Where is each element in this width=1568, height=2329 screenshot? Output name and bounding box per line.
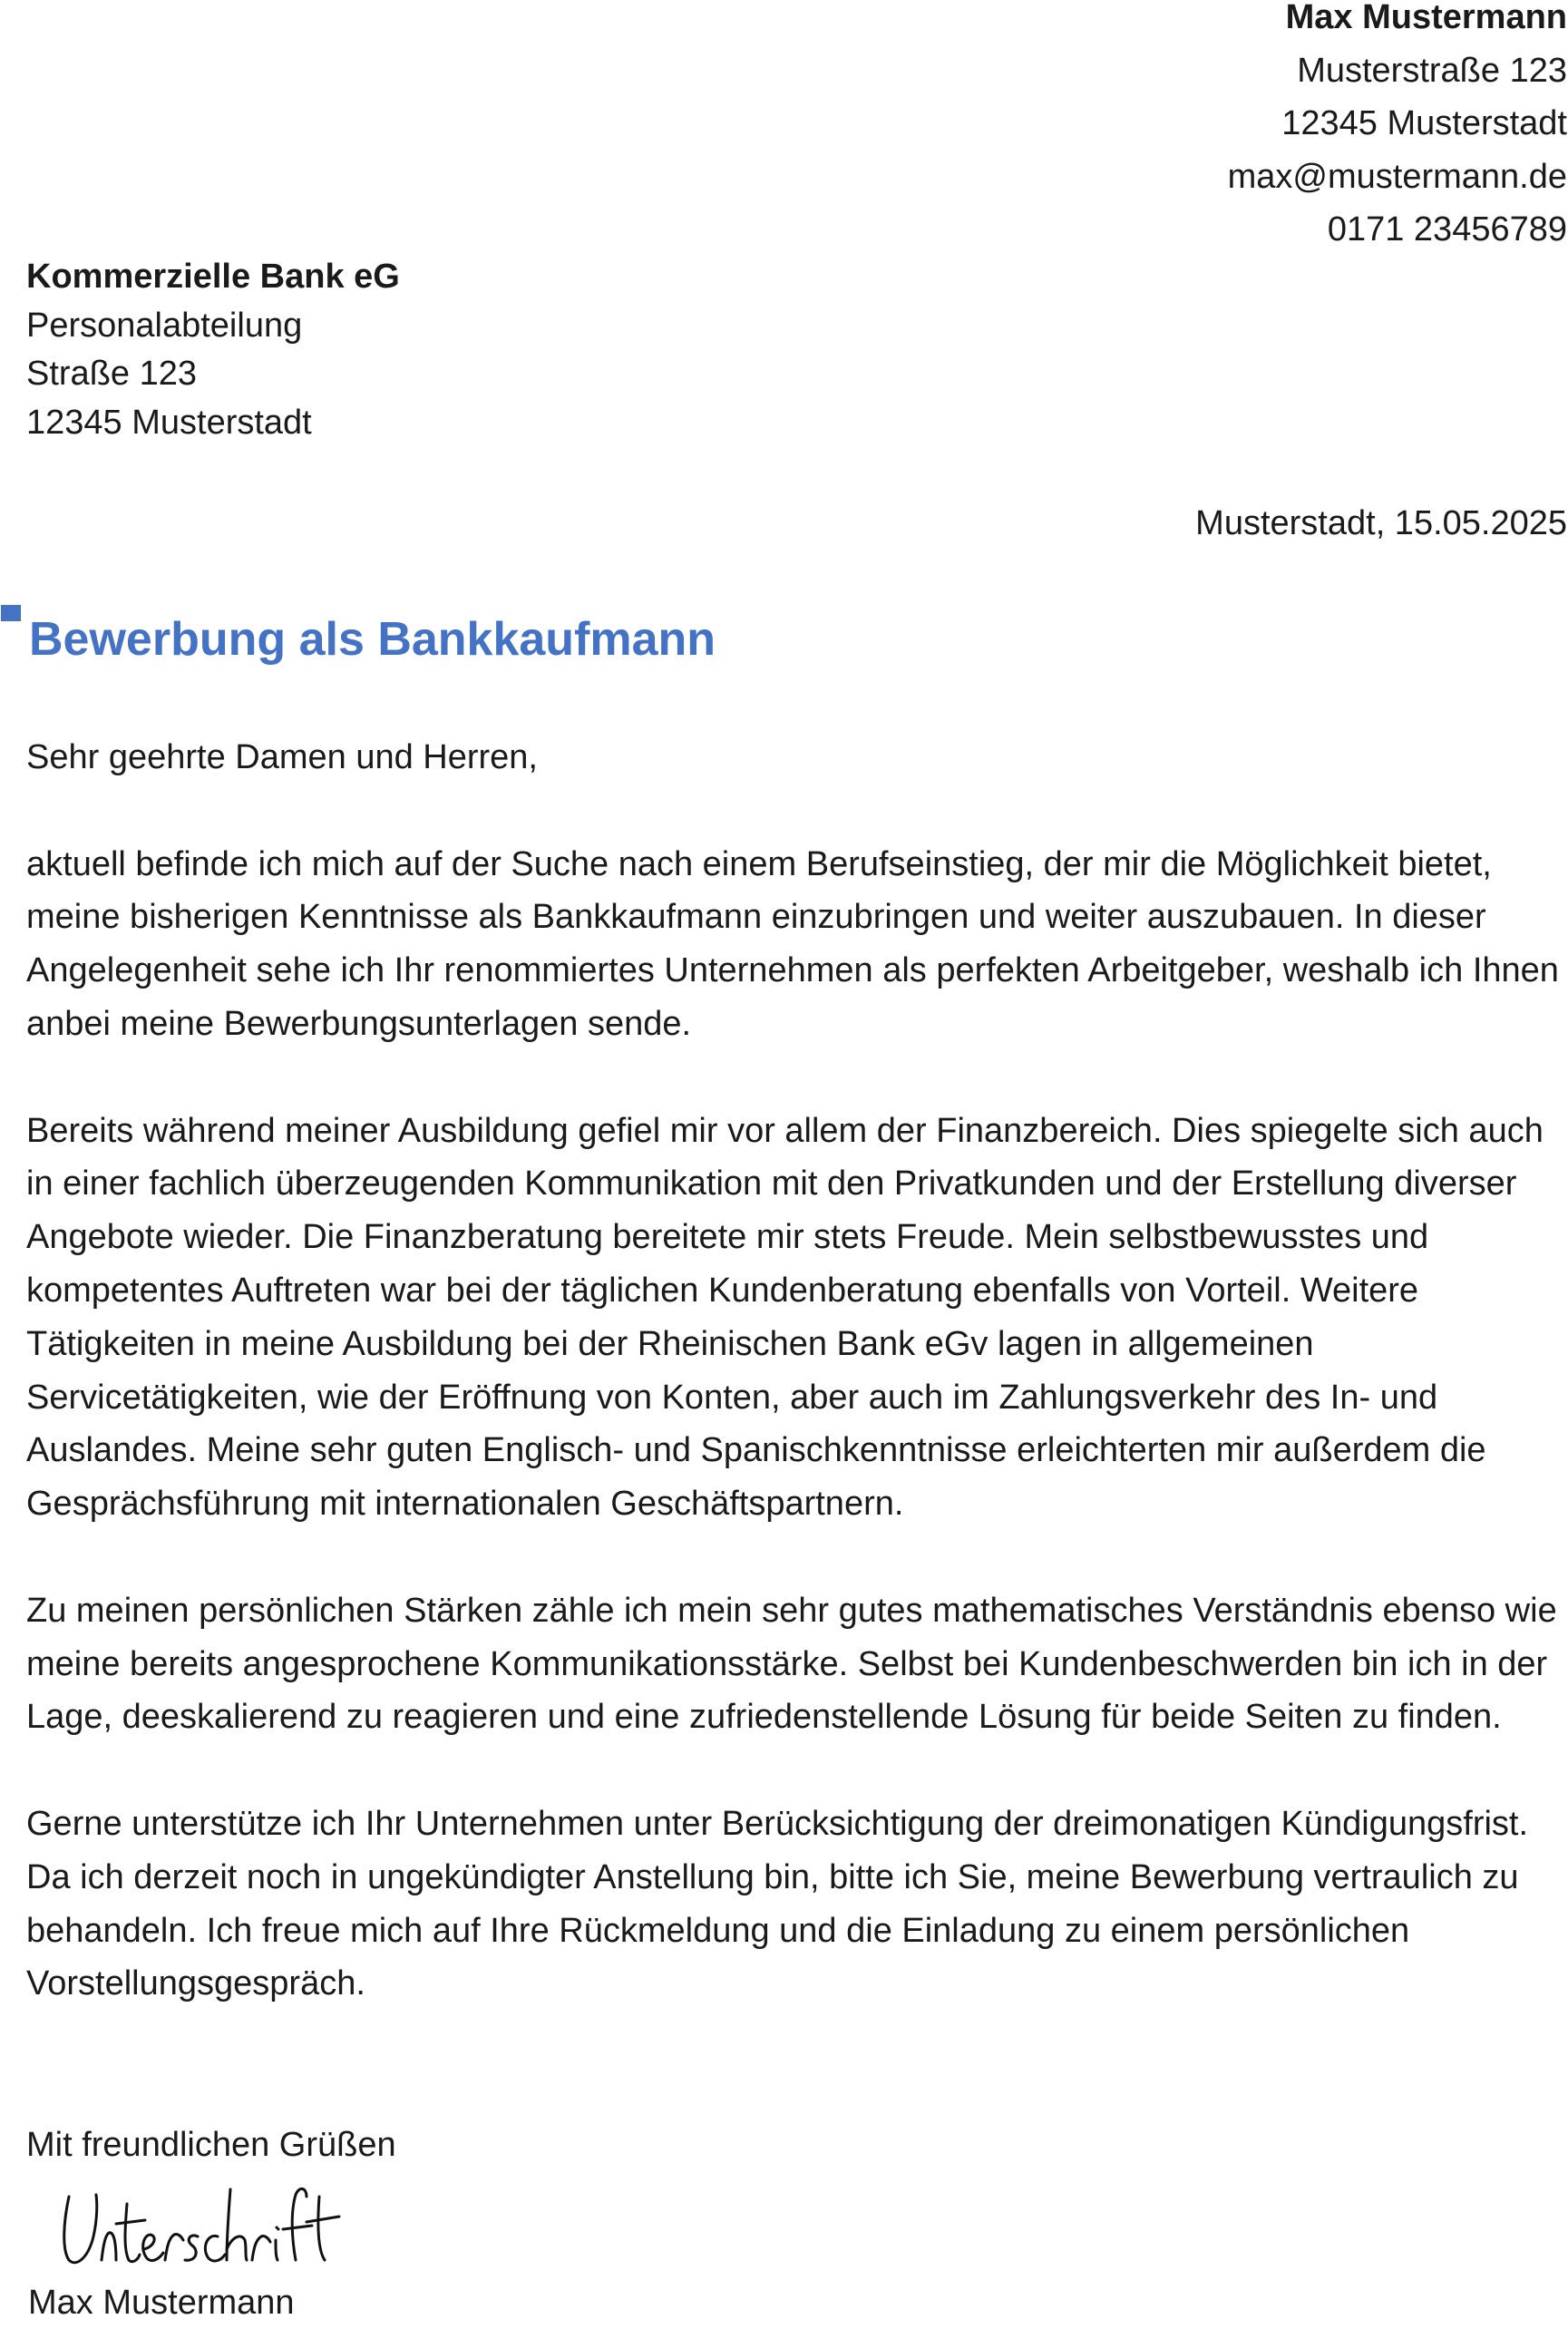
sender-name: Max Mustermann xyxy=(1285,0,1567,36)
body-paragraph-1: aktuell befinde ich mich auf der Suche nach einem Berufseinstieg, der mir die Möglichkeit bietet, meine bisherigen Kenntnisse als Bankkaufmann einzubringen und weiter auszubauen. In dieser Angelegenheit sehe ich Ihr renommiertes Unternehmen als perfekten Arbeitgeber, weshalb ich Ihnen anbei meine Bewerbungsunterlagen sende. xyxy=(26,844,1559,1043)
recipient-address xyxy=(26,253,400,447)
sender-address xyxy=(1228,0,1567,257)
recipient-company: Kommerzielle Bank eG xyxy=(26,258,400,296)
subject-heading: Bewerbung als Bankkaufmann xyxy=(29,613,716,666)
sender-street: Musterstraße 123 xyxy=(1297,51,1567,90)
date-line: Musterstadt, 15.05.2025 xyxy=(1195,504,1567,542)
recipient-city: 12345 Musterstadt xyxy=(26,403,312,442)
salutation: Sehr geehrte Damen und Herren, xyxy=(26,738,538,776)
signer-name: Max Mustermann xyxy=(28,2284,295,2322)
body-paragraph-3: Zu meinen persönlichen Stärken zähle ich mein sehr gutes mathematisches Verständnis ebenso wie meine bereits angesprochene Kommunikationsstärke. Selbst bei Kundenbeschwerden bin ich in der Lage, deeskalierend zu reagieren und eine zufriedenstellende Lösung für beide Seiten zu finden. xyxy=(26,1591,1557,1737)
sender-phone: 0171 23456789 xyxy=(1327,210,1567,248)
handwritten-signature xyxy=(56,2177,346,2276)
subject-marker xyxy=(1,605,21,621)
recipient-street: Straße 123 xyxy=(26,355,197,393)
body-paragraph-2: Bereits während meiner Ausbildung gefiel mir vor allem der Finanzbereich. Dies spiegelte sich auch in einer fachlich überzeugenden Kommunikation mit den Privatkunden und der Erstellung diverser Angebote wieder. Die Finanzberatung bereitete mir stets Freude. Mein selbstbewusstes und kompetentes Auftreten war bei der täglichen Kundenberatung ebenfalls von Vorteil. Weitere Tätigkeiten in meine Ausbildung bei der Rheinischen Bank eGv lagen in allgemeinen Servicetätigkeiten, wie der Eröffnung von Konten, aber auch im Zahlungsverkehr des In- und Auslandes. Meine sehr guten Englisch- und Spanischkenntnisse erleichterten mir außerdem die Gesprächsführung mit internationalen Geschäftspartnern. xyxy=(26,1111,1544,1524)
recipient-department: Personalabteilung xyxy=(26,306,303,345)
sender-email: max@mustermann.de xyxy=(1227,157,1567,196)
sender-city: 12345 Musterstadt xyxy=(1281,104,1567,142)
body-paragraph-4: Gerne unterstütze ich Ihr Unternehmen unter Berücksichtigung der dreimonatigen Kündigungsfrist. Da ich derzeit noch in ungekündigter Anstellung bin, bitte ich Sie, meine Bewerbung vertraulich zu behandeln. Ich freue mich auf Ihre Rückmeldung und die Einladung zu einem persönlichen Vorstellungsgespräch. xyxy=(26,1804,1529,2003)
closing-phrase: Mit freundlichen Grüßen xyxy=(26,2126,396,2164)
letter-body xyxy=(26,731,1568,2064)
